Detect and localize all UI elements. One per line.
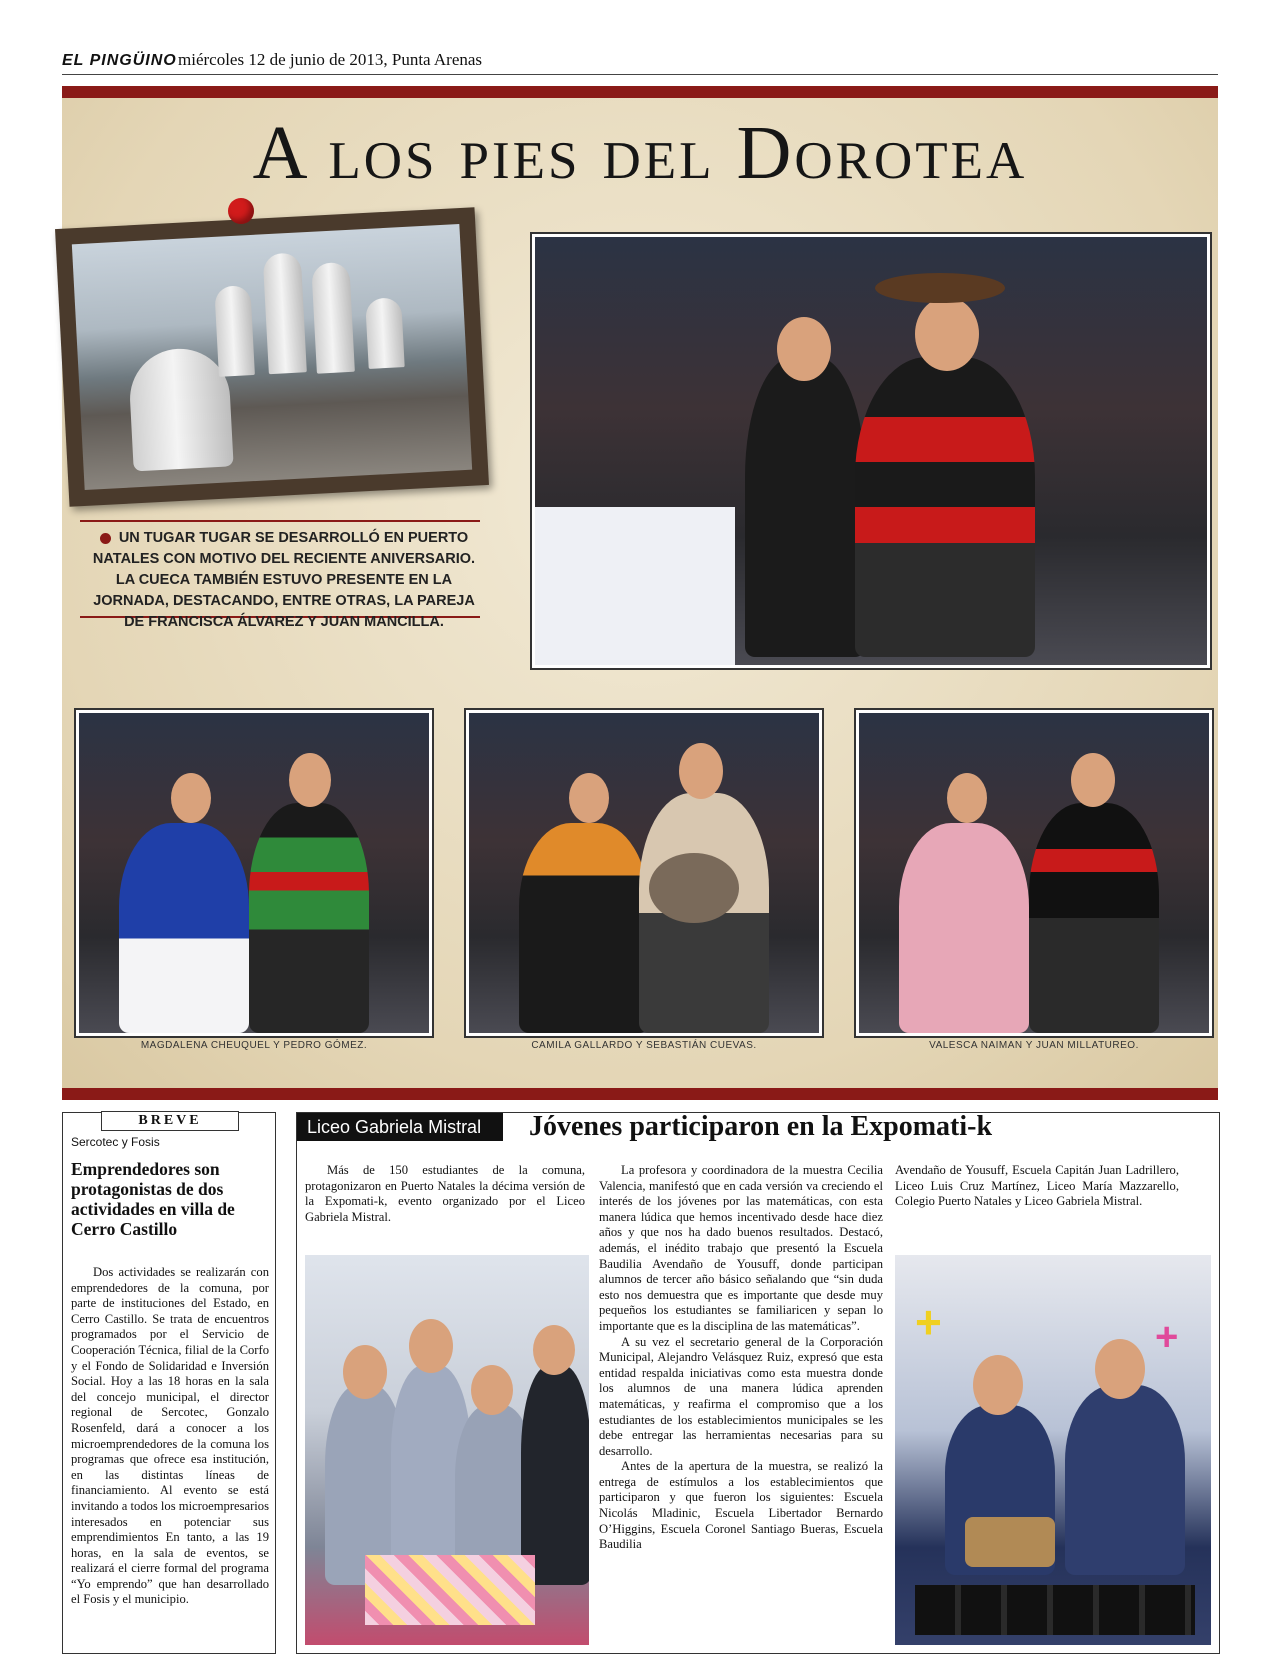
landmark-photo bbox=[72, 224, 472, 490]
main-photo-caption bbox=[80, 520, 480, 630]
dot-icon bbox=[100, 533, 111, 544]
newspaper-logo: EL PINGÜINO bbox=[62, 52, 177, 69]
main-dance-photo bbox=[532, 234, 1210, 668]
photo-caption-2: CAMILA GALLARDO Y SEBASTIÁN CUEVAS. bbox=[531, 1040, 757, 1051]
dateline: miércoles 12 de junio de 2013, Punta Arenas bbox=[178, 50, 483, 69]
story-column-3: Avendaño de Yousuff, Escuela Capitán Juan Ladrillero, Liceo Luis Cruz Martínez, Liceo María Mazzarello, Colegio Puerto Natales y Liceo Gabriela Mistral. bbox=[895, 1163, 1179, 1209]
feature-bottom-band bbox=[62, 1088, 1218, 1100]
breve-label: BREVE bbox=[101, 1111, 239, 1131]
story-paragraph-1: La profesora y coordinadora de la muestra Cecilia Valencia, manifestó que en cada versión va creciendo el interés de los jóvenes por las matemáticas, con esta manera lúdica que hemos incentivado desde hace diez años y que nos ha dado buenos resultados. Destacó, además, el inédito trabajo que presentó la Escuela Baudilia Avendaño de Yousuff, donde participan alumnos de tercer año básico señalando que “sin duda esto nos demuestra que es importante que desde muy pequeños los estudiantes se familiaricen y sepan lo importante que es la disciplina de las matemáticas”. bbox=[599, 1163, 883, 1333]
dance-photo-1 bbox=[76, 710, 432, 1036]
feature-headline: A los pies del Dorotea bbox=[252, 111, 1028, 195]
classroom-photo bbox=[305, 1255, 589, 1645]
breve-title: Emprendedores son protagonistas de dos actividades en villa de Cerro Castillo bbox=[71, 1159, 235, 1239]
breve-kicker: Sercotec y Fosis bbox=[71, 1135, 160, 1149]
story-section-tag: Liceo Gabriela Mistral bbox=[297, 1113, 503, 1141]
math-game-photo: + + bbox=[895, 1255, 1211, 1645]
story-column-1: Más de 150 estudiantes de la comuna, protagonizaron en Puerto Natales la décima versión de la Expomati-k, evento organizado por el Liceo Gabriela Mistral. bbox=[305, 1163, 585, 1224]
dance-photo-3 bbox=[856, 710, 1212, 1036]
main-caption-text: UN TUGAR TUGAR SE DESARROLLÓ EN PUERTO NATALES CON MOTIVO DEL RECIENTE ANIVERSARIO. LA CUECA TAMBIÉN ESTUVO PRESENTE EN LA JORNADA, DESTACANDO, ENTRE OTRAS, LA PAREJA DE FRANCISCA ÁLVAREZ Y JUAN MANCILLA. bbox=[92, 530, 476, 630]
dance-photo-2 bbox=[466, 710, 822, 1036]
masthead bbox=[62, 50, 1218, 75]
story-paragraph-2: A su vez el secretario general de la Corporación Municipal, Alejandro Velásquez Ruiz, expresó que esta entidad respalda iniciativas como esta muestra donde los alumnos de una manera lúdica aprenden matemáticas, y reafirma el compromiso que a los estudiantes de los establecimientos municipales se les debe entregar las herramientas necesarias para su desarrollo. bbox=[599, 1334, 883, 1458]
story-headline: Jóvenes participaron en la Expomati-k bbox=[529, 1111, 993, 1142]
photo-caption-1: MAGDALENA CHEUQUEL Y PEDRO GÓMEZ. bbox=[140, 1040, 368, 1051]
photo-caption-3: VALESCA NAIMAN Y JUAN MILLATUREO. bbox=[929, 1040, 1139, 1051]
breve-box bbox=[62, 1112, 276, 1654]
breve-body: Dos actividades se realizarán con emprendedores de la comuna, por parte de instituciones del Estado, en Cerro Castillo. Se trata de encuentros programados por el Servicio de Cooperación Técnica, filial de la Corfo y el Fondo de Solidaridad e Inversión Social. Hoy a las 18 horas en la sala del concejo municipal, el director regional de Sercotec, Gonzalo Rosenfeld, dará a conocer a los microemprendedores de la comuna los programas que ofrece esa institución, en las distintas líneas de financiamiento. Al evento se está invitando a todos los microempresarios interesados en potenciar sus emprendimientos En tanto, a las 19 horas, en la sala de eventos, se realizará el cierre formal del programa “Yo emprendo” que han desarrollado el Fosis y el municipio. bbox=[71, 1265, 269, 1607]
story-column-2 bbox=[599, 1163, 883, 1553]
pushpin-icon bbox=[228, 198, 254, 224]
feature-top-band bbox=[62, 86, 1218, 98]
landmark-photo-frame bbox=[55, 207, 489, 507]
story-paragraph-3: Antes de la apertura de la muestra, se realizó la entrega de estímulos a los establecimientos que participaron y que fueron los siguientes: Escuela Nicolás Mladinic, Escuela Libertador Bernardo O’Higgins, Escuela Coronel Santiago Bueras, Escuela Baudilia bbox=[599, 1459, 883, 1552]
story-box bbox=[296, 1112, 1220, 1654]
